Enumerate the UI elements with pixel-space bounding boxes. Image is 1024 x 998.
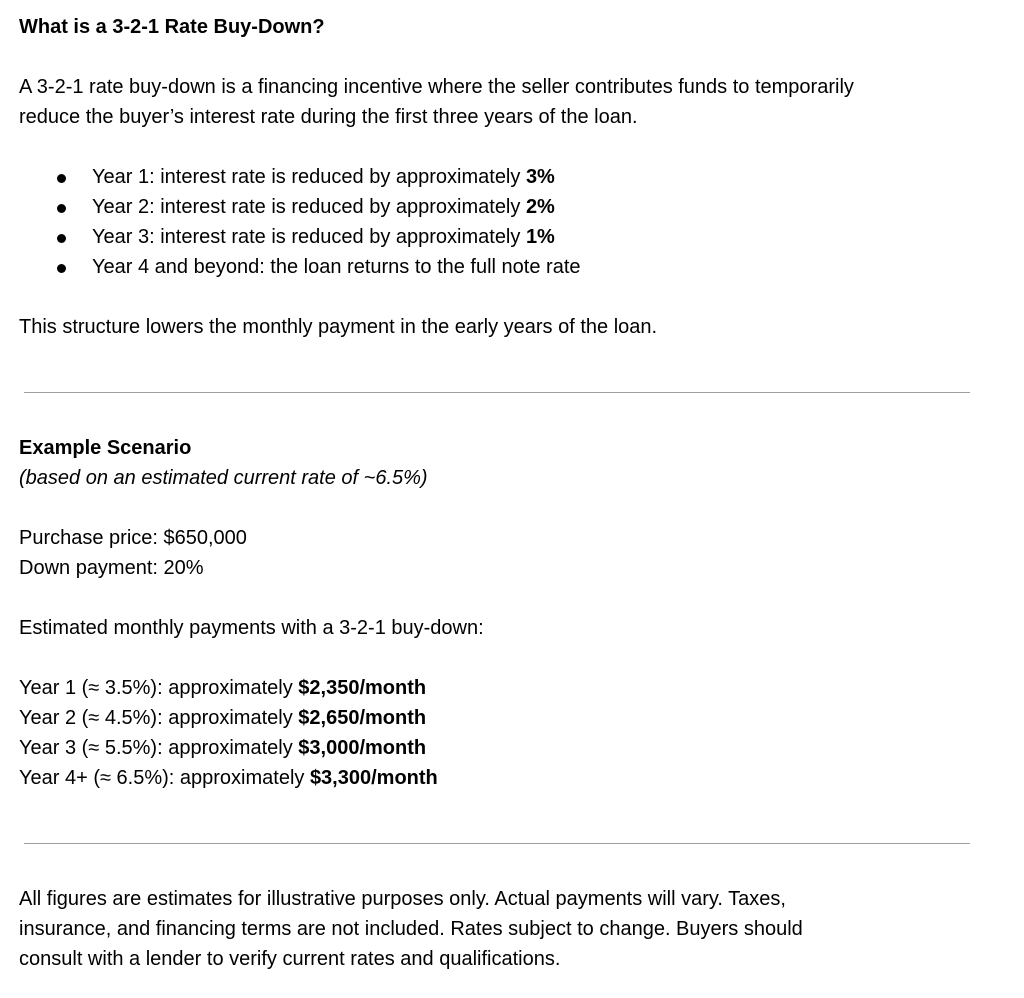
bullet-icon xyxy=(57,234,66,243)
list-item-text: Year 1: interest rate is reduced by approximately xyxy=(92,166,526,188)
payments-intro: Estimated monthly payments with a 3-2-1 buy-down: xyxy=(19,617,484,639)
disclaimer-line-3: consult with a lender to verify current rates and qualifications. xyxy=(19,948,561,970)
payment-label: Year 3 (≈ 5.5%): approximately xyxy=(19,737,299,759)
payment-row xyxy=(19,703,1024,733)
payment-row xyxy=(19,763,1024,793)
list-item-text: Year 4 and beyond: the loan returns to the full note rate xyxy=(92,256,581,278)
intro-paragraph xyxy=(19,72,1024,132)
intro-line-1: A 3-2-1 rate buy-down is a financing incentive where the seller contributes funds to temporarily xyxy=(19,76,854,98)
list-item-bold: 3% xyxy=(525,166,555,188)
list-item-bold: 1% xyxy=(525,226,555,248)
list-item xyxy=(19,222,1024,252)
rate-reduction-list xyxy=(19,162,1024,282)
payment-list xyxy=(19,673,1024,793)
payment-label: Year 1 (≈ 3.5%): approximately xyxy=(19,677,299,699)
purchase-price: Purchase price: $650,000 xyxy=(19,527,247,549)
list-item xyxy=(19,162,1024,192)
disclaimer-line-2: insurance, and financing terms are not included. Rates subject to change. Buyers should xyxy=(19,918,803,940)
payment-amount: $3,300/month xyxy=(309,767,438,789)
list-item-bold: 2% xyxy=(525,196,555,218)
bullet-icon xyxy=(57,204,66,213)
payment-amount: $3,000/month xyxy=(298,737,427,759)
section-subtitle: (based on an estimated current rate of ~6.5%) xyxy=(19,467,428,489)
list-item-text: Year 2: interest rate is reduced by approximately xyxy=(92,196,526,218)
list-item-text: Year 3: interest rate is reduced by approximately xyxy=(92,226,526,248)
summary-text: This structure lowers the monthly payment in the early years of the loan. xyxy=(19,316,658,338)
section-title-example: Example Scenario xyxy=(19,437,192,459)
payment-label: Year 2 (≈ 4.5%): approximately xyxy=(19,707,299,729)
section-title-buydown: What is a 3-2-1 Rate Buy-Down? xyxy=(19,16,325,38)
bullet-icon xyxy=(57,264,66,273)
list-item xyxy=(19,252,1024,282)
intro-line-2: reduce the buyer’s interest rate during the first three years of the loan. xyxy=(19,106,638,128)
down-payment: Down payment: 20% xyxy=(19,557,204,579)
payment-label: Year 4+ (≈ 6.5%): approximately xyxy=(19,767,310,789)
disclaimer-line-1: All figures are estimates for illustrative purposes only. Actual payments will vary. Taxes, xyxy=(19,888,786,910)
payment-amount: $2,350/month xyxy=(298,677,427,699)
list-item xyxy=(19,192,1024,222)
payment-row xyxy=(19,673,1024,703)
payment-row xyxy=(19,733,1024,763)
bullet-icon xyxy=(57,174,66,183)
disclaimer-paragraph xyxy=(19,884,1024,974)
payment-amount: $2,650/month xyxy=(298,707,427,729)
